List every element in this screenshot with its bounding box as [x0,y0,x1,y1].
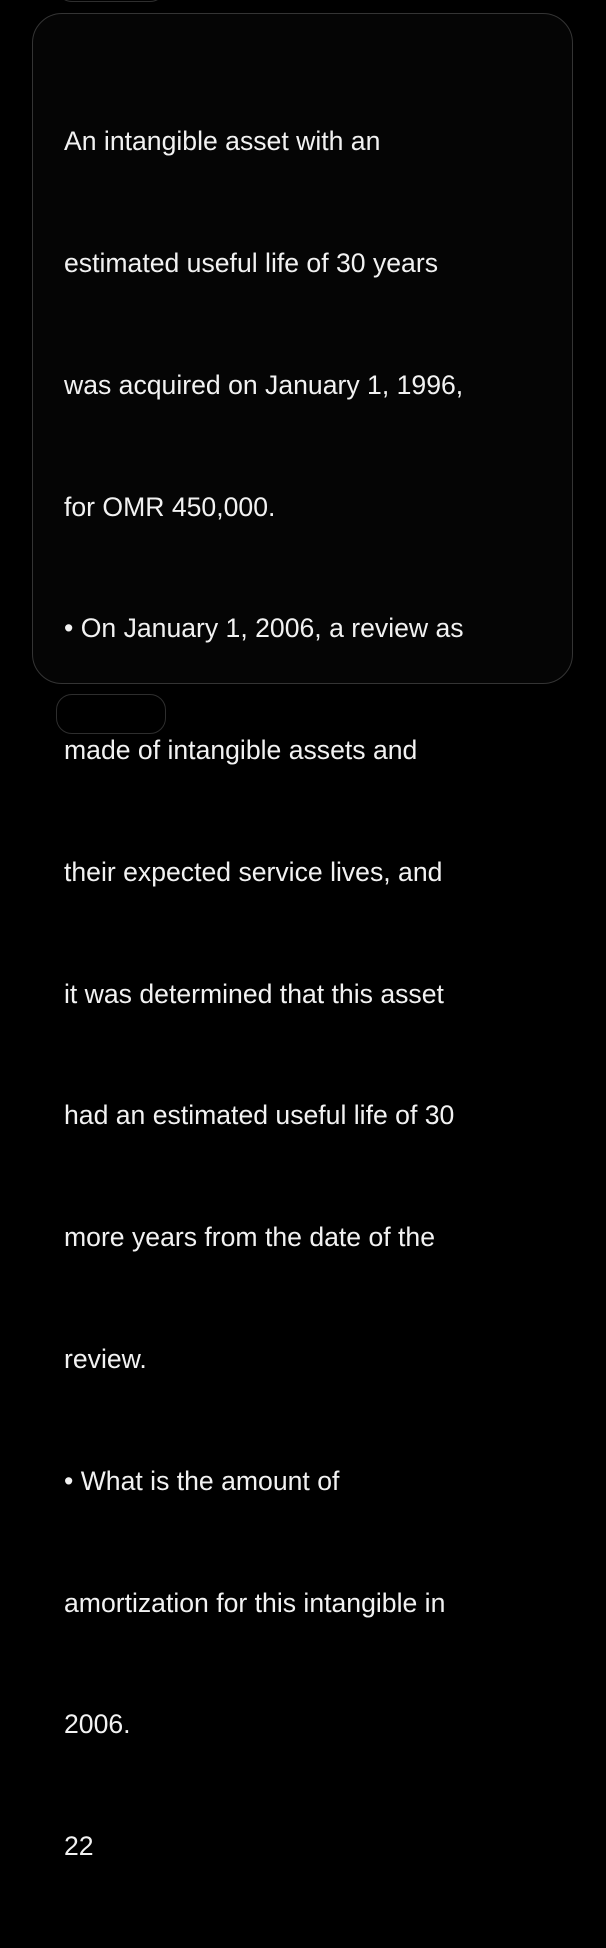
message-line: 22 [64,1831,94,1862]
message-line: was acquired on January 1, 1996, [64,369,464,400]
message-bubble[interactable] [32,13,573,1862]
message-line: made of intangible assets and [64,735,418,766]
message-text [64,40,552,1948]
message-line: An intangible asset with an [64,126,381,157]
message-line: their expected service lives, and [64,856,443,887]
message-line: estimated useful life of 30 years [64,247,438,278]
message-line: more years from the date of the [64,1222,436,1253]
message-line: it was determined that this asset [64,978,444,1009]
message-line: review. [64,1344,147,1374]
next-message-bubble[interactable] [56,694,166,734]
message-line: had an estimated useful life of 30 [64,1100,455,1131]
message-line: • What is the amount of [64,1465,340,1496]
message-line: amortization for this intangible in [64,1587,446,1618]
message-line: 2006. [64,1709,131,1740]
message-line: • On January 1, 2006, a review as [64,613,464,644]
message-line: for OMR 450,000. [64,491,276,522]
previous-message-bubble[interactable] [56,0,166,2]
